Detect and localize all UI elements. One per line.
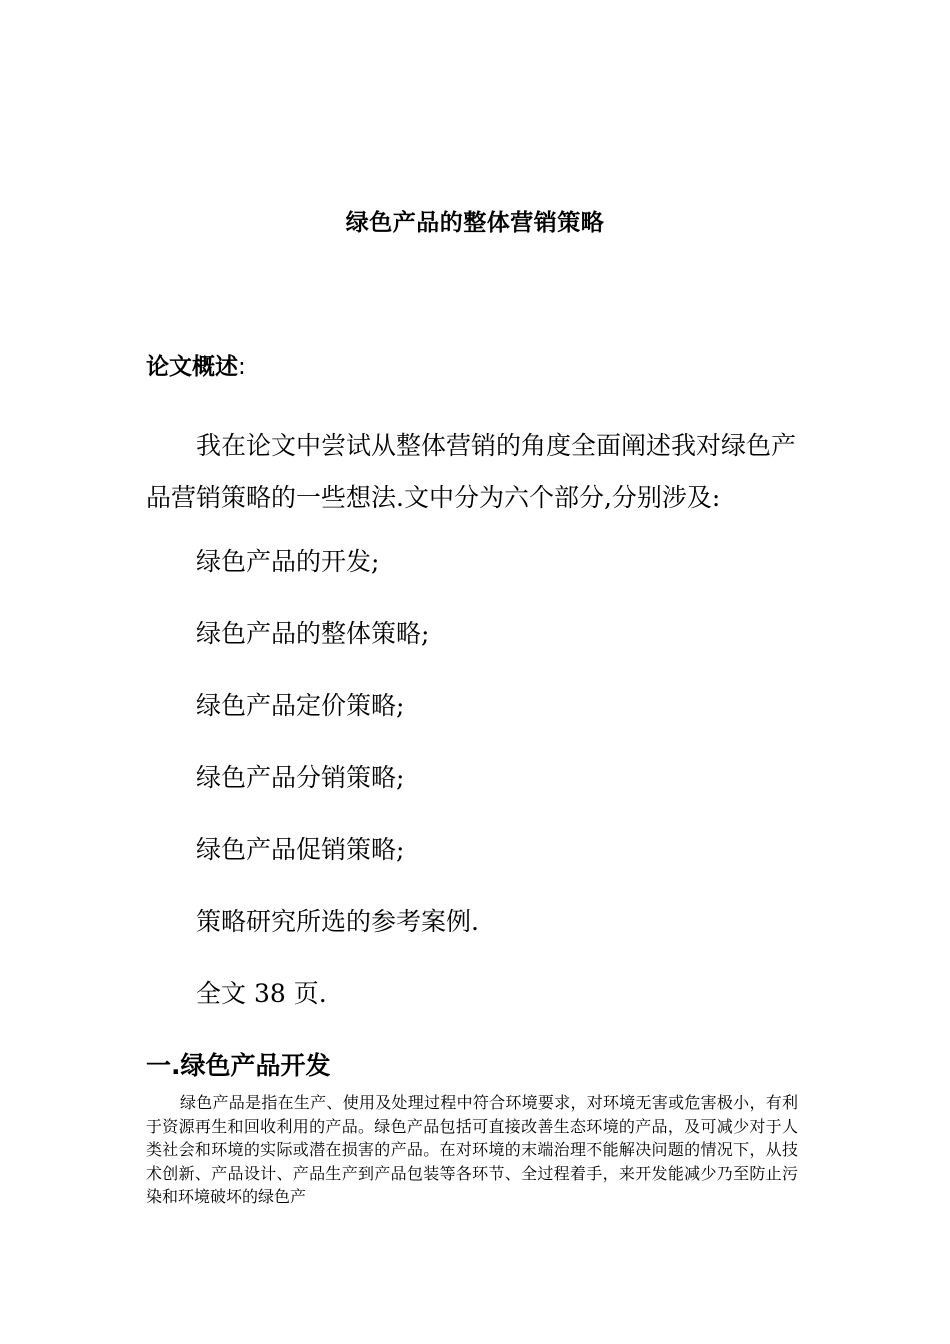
abstract-list-item: 策略研究所选的参考案例.: [196, 907, 479, 936]
document-title: 绿色产品的整体营销策略: [345, 210, 605, 236]
abstract-list-item: 绿色产品的整体策略;: [196, 619, 430, 648]
section-heading: 一.绿色产品开发: [146, 1051, 331, 1080]
abstract-heading-text: 论文概述: [146, 354, 238, 380]
page-count-text: 全文 38 页.: [196, 979, 327, 1008]
abstract-paragraph: 我在论文中尝试从整体营销的角度全面阐述我对绿色产品营销策略的一些想法.文中分为六个部分,分别涉及:: [146, 431, 797, 512]
abstract-heading-colon: :: [238, 354, 246, 380]
abstract-list-item: 绿色产品促销策略;: [196, 835, 405, 864]
abstract-heading: [146, 350, 246, 384]
abstract-list-item: 绿色产品的开发;: [196, 547, 380, 576]
abstract-list-item: 绿色产品定价策略;: [196, 691, 405, 720]
section-body-text: 绿色产品是指在生产、使用及处理过程中符合环境要求，对环境无害或危害极小，有利于资源再生和回收利用的产品。绿色产品包括可直接改善生态环境的产品，及可减少对于人类社会和环境的实际或潜在损害的产品。在对环境的末端治理不能解决问题的情况下，从技术创新、产品设计、产品生产到产品包装等各环节、全过程着手，来开发能减少乃至防止污染和环境破坏的绿色产: [146, 1093, 798, 1206]
abstract-list-item: 绿色产品分销策略;: [196, 763, 405, 792]
